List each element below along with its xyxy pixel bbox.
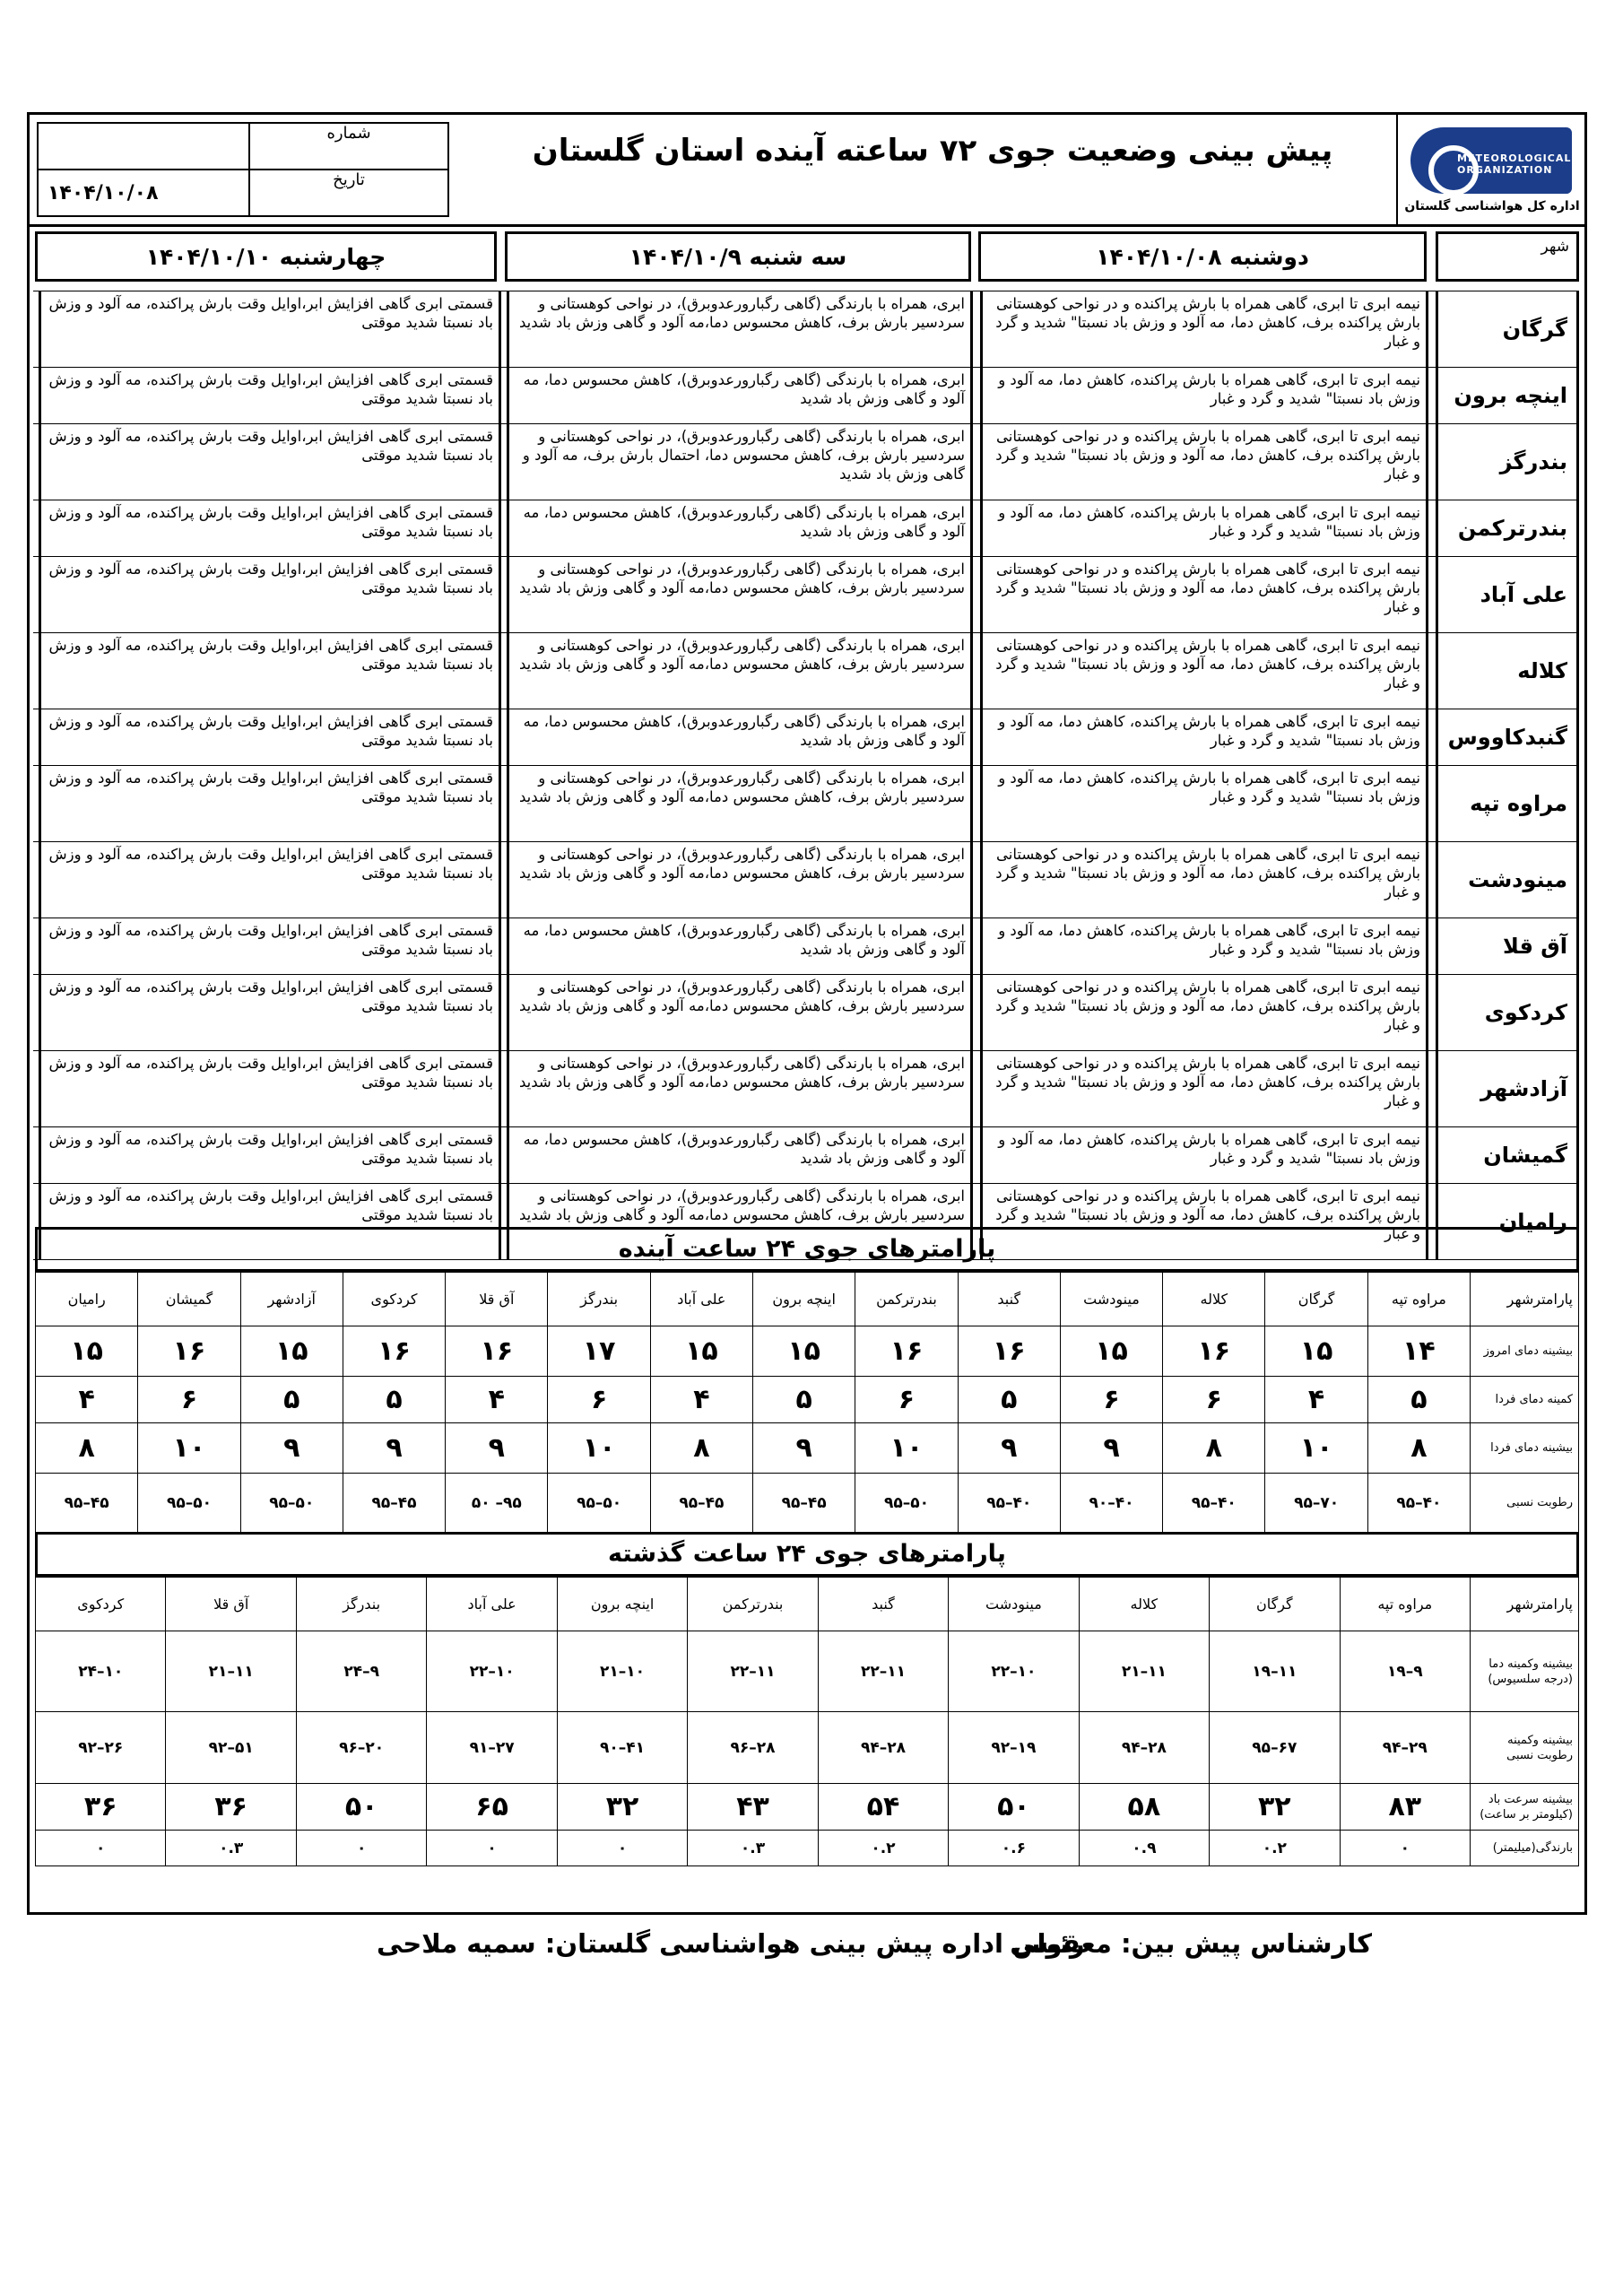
param-value: ۹۵– ۵۰ [446,1474,548,1533]
param-value: ۲۹–۹۴ [1340,1712,1470,1784]
city-header: بندرترکمن [855,1273,958,1326]
meteorology-logo-icon: METEOROLOGICAL ORGANIZATION [1410,127,1572,194]
param-value: ۶ [138,1377,240,1423]
param-value: ۱۱–۲۱ [166,1631,296,1712]
param-value: ۸۳ [1340,1784,1470,1831]
forecast-day1: نیمه ابری تا ابری، گاهی همراه با بارش پراکنده و در نواحی کوهستانی بارش پراکنده برف، کاهش دما، مه آلود و وزش باد نسبتا" شدید و گرد و غبار [980,557,1428,632]
param-row [36,1423,1579,1474]
param-value: ۰.۳ [688,1831,818,1866]
forecast-city: بندرترکمن [1436,500,1579,556]
param-value: ۶ [1060,1377,1162,1423]
forecast-day2: ابری، همراه با بارندگی (گاهی رگبارورعدوبرق)، کاهش محسوس دما، مه آلود و گاهی وزش باد شدید [507,500,973,556]
param-value: ۹–۱۹ [1340,1631,1470,1712]
param-value: ۰ [296,1831,426,1866]
forecaster-signature: کارشناس پیش بین: معقولی [1010,1928,1372,1959]
param-row [36,1474,1579,1533]
param-value: ۵ [958,1377,1060,1423]
param-value: ۳۶ [36,1784,166,1831]
corner-header: پارامترشهر [1471,1578,1579,1631]
forecast-day1: نیمه ابری تا ابری، گاهی همراه با بارش پراکنده و در نواحی کوهستانی بارش پراکنده برف، کاهش دما، مه آلود و وزش باد نسبتا" شدید و گرد و غبار [980,1184,1428,1259]
param-value: ۱۰ [548,1423,650,1474]
city-header: علی آباد [650,1273,752,1326]
city-header: گنبد [818,1578,948,1631]
forecast-day3: قسمتی ابری گاهی افزایش ابر،اوایل وقت بارش پراکنده، مه آلود و وزش باد نسبتا شدید موقتی [39,842,501,918]
param-value: ۱۶ [138,1326,240,1377]
date-value: ۱۴۰۴/۱۰/۰۸ [38,170,249,216]
forecast-day1: نیمه ابری تا ابری، گاهی همراه با بارش پراکنده و در نواحی کوهستانی بارش پراکنده برف، کاهش دما، مه آلود و وزش باد نسبتا" شدید و گرد و غبار [980,424,1428,500]
param-value: ۴۵–۹۵ [753,1474,855,1533]
city-header: کردکوی [343,1273,445,1326]
day1-header: دوشنبه ۱۴۰۴/۱۰/۰۸ [978,231,1427,282]
forecast-city: بندرگز [1436,424,1579,500]
param-value: ۵ [1367,1377,1470,1423]
forecast-day3: قسمتی ابری گاهی افزایش ابر،اوایل وقت بارش پراکنده، مه آلود و وزش باد نسبتا شدید موقتی [39,918,501,974]
param-value: ۴۵–۹۵ [36,1474,138,1533]
param-value: ۲۷–۹۱ [427,1712,557,1784]
forecast-day3: قسمتی ابری گاهی افزایش ابر،اوایل وقت بارش پراکنده، مه آلود و وزش باد نسبتا شدید موقتی [39,557,501,632]
forecast-day3: قسمتی ابری گاهی افزایش ابر،اوایل وقت بارش پراکنده، مه آلود و وزش باد نسبتا شدید موقتی [39,709,501,765]
param-value: ۰ [557,1831,687,1866]
param-label: بیشینه وکمینه دما (درجه سلسیوس) [1471,1631,1579,1712]
param-value: ۲۸–۹۴ [818,1712,948,1784]
forecast-day1: نیمه ابری تا ابری، گاهی همراه با بارش پراکنده و در نواحی کوهستانی بارش پراکنده برف، کاهش دما، مه آلود و وزش باد نسبتا" شدید و گرد و غبار [980,975,1428,1050]
forecast-row [33,367,1579,423]
forecast-day2: ابری، همراه با بارندگی (گاهی رگبارورعدوبرق)، در نواحی کوهستانی و سردسیر بارش برف، کاهش محسوس دما،مه آلود و گاهی وزش باد شدید [507,291,973,367]
param-label: بیشینه دمای امروز [1471,1326,1579,1377]
city-header: کلاله [1163,1273,1265,1326]
param-value: ۵۰ [296,1784,426,1831]
param-value: ۲۸–۹۶ [688,1712,818,1784]
forecast-day2: ابری، همراه با بارندگی (گاهی رگبارورعدوبرق)، در نواحی کوهستانی و سردسیر بارش برف، کاهش محسوس دما،مه آلود و گاهی وزش باد شدید [507,1184,973,1259]
forecast-day1: نیمه ابری تا ابری، گاهی همراه با بارش پراکنده و در نواحی کوهستانی بارش پراکنده برف، کاهش دما، مه آلود و وزش باد نسبتا" شدید و گرد و غبار [980,633,1428,709]
forecast-day3: قسمتی ابری گاهی افزایش ابر،اوایل وقت بارش پراکنده، مه آلود و وزش باد نسبتا شدید موقتی [39,500,501,556]
forecast-day2: ابری، همراه با بارندگی (گاهی رگبارورعدوبرق)، کاهش محسوس دما، مه آلود و گاهی وزش باد شدید [507,709,973,765]
city-header: گنبد [958,1273,1060,1326]
param-value: ۰ [427,1831,557,1866]
param-value: ۹ [1060,1423,1162,1474]
organization-name: اداره کل هواشناسی گلستان [1404,199,1580,213]
param-value: ۴۵–۹۵ [650,1474,752,1533]
forecast-day2: ابری، همراه با بارندگی (گاهی رگبارورعدوبرق)، در نواحی کوهستانی و سردسیر بارش برف، کاهش محسوس دما،مه آلود و گاهی وزش باد شدید [507,633,973,709]
forecast-row [33,423,1579,500]
param-value: ۱۰ [855,1423,958,1474]
city-header: اینچه برون [753,1273,855,1326]
forecast-day1: نیمه ابری تا ابری، گاهی همراه با بارش پراکنده و در نواحی کوهستانی بارش پراکنده برف، کاهش دما، مه آلود و وزش باد نسبتا" شدید و گرد و غبار [980,291,1428,367]
param-value: ۴۱–۹۰ [557,1712,687,1784]
param-value: ۱۱–۲۱ [1079,1631,1209,1712]
date-label: تاریخ [249,170,448,216]
next24-title: پارامترهای جوی ۲۴ ساعت آینده [35,1227,1579,1272]
forecast-city: کلاله [1436,633,1579,709]
city-header: آق قلا [446,1273,548,1326]
param-value: ۹ [446,1423,548,1474]
forecast-day1: نیمه ابری تا ابری، گاهی همراه با بارش پراکنده، کاهش دما، مه آلود و وزش باد نسبتا" شدید و گرد و غبار [980,500,1428,556]
city-header: رامیان [36,1273,138,1326]
city-header: مراوه تپه [1340,1578,1470,1631]
param-value: ۱۰ [1265,1423,1367,1474]
param-value: ۹–۲۴ [296,1631,426,1712]
city-header: کلاله [1079,1578,1209,1631]
param-value: ۰.۹ [1079,1831,1209,1866]
city-header: مراوه تپه [1367,1273,1470,1326]
param-row [36,1377,1579,1423]
forecast-row [33,556,1579,632]
next24-table [35,1272,1579,1533]
forecast-row [33,841,1579,918]
forecast-city: گرگان [1436,291,1579,367]
forecast-row [33,291,1579,367]
forecast-city: آق قلا [1436,918,1579,974]
forecast-row [33,1126,1579,1183]
forecast-day3: قسمتی ابری گاهی افزایش ابر،اوایل وقت بارش پراکنده، مه آلود و وزش باد نسبتا شدید موقتی [39,766,501,841]
page-title: پیش بینی وضعیت جوی ۷۲ ساعته آینده استان گلستان [532,133,1333,169]
param-row [36,1631,1579,1712]
param-value: ۰.۳ [166,1831,296,1866]
param-value: ۶ [1163,1377,1265,1423]
param-label: کمینه دمای فردا [1471,1377,1579,1423]
param-value: ۳۲ [1210,1784,1340,1831]
param-value: ۵ [240,1377,343,1423]
forecast-city: گمیشان [1436,1127,1579,1183]
forecast-day2: ابری، همراه با بارندگی (گاهی رگبارورعدوبرق)، در نواحی کوهستانی و سردسیر بارش برف، کاهش محسوس دما،مه آلود و گاهی وزش باد شدید [507,766,973,841]
param-value: ۱۱–۲۲ [688,1631,818,1712]
forecast-day3: قسمتی ابری گاهی افزایش ابر،اوایل وقت بارش پراکنده، مه آلود و وزش باد نسبتا شدید موقتی [39,975,501,1050]
forecast-day1: نیمه ابری تا ابری، گاهی همراه با بارش پراکنده، کاهش دما، مه آلود و وزش باد نسبتا" شدید و گرد و غبار [980,918,1428,974]
meta-box [37,122,449,217]
forecast-day2: ابری، همراه با بارندگی (گاهی رگبارورعدوبرق)، کاهش محسوس دما، مه آلود و گاهی وزش باد شدید [507,918,973,974]
forecast-day3: قسمتی ابری گاهی افزایش ابر،اوایل وقت بارش پراکنده، مه آلود و وزش باد نسبتا شدید موقتی [39,368,501,423]
forecast-row [33,500,1579,556]
param-value: ۱۰–۲۲ [427,1631,557,1712]
forecast-day1: نیمه ابری تا ابری، گاهی همراه با بارش پراکنده و در نواحی کوهستانی بارش پراکنده برف، کاهش دما، مه آلود و وزش باد نسبتا" شدید و گرد و غبار [980,1051,1428,1126]
forecast-day2: ابری، همراه با بارندگی (گاهی رگبارورعدوبرق)، کاهش محسوس دما، مه آلود و گاهی وزش باد شدید [507,368,973,423]
city-header: علی آباد [427,1578,557,1631]
param-value: ۲۶–۹۲ [36,1712,166,1784]
param-value: ۹ [343,1423,445,1474]
param-value: ۵۴ [818,1784,948,1831]
param-value: ۱۶ [1163,1326,1265,1377]
forecast-day3: قسمتی ابری گاهی افزایش ابر،اوایل وقت بارش پراکنده، مه آلود و وزش باد نسبتا شدید موقتی [39,291,501,367]
city-header: مینودشت [1060,1273,1162,1326]
param-value: ۱۰ [138,1423,240,1474]
number-label: شماره [249,123,448,170]
city-header: بندرگز [548,1273,650,1326]
forecast-day3: قسمتی ابری گاهی افزایش ابر،اوایل وقت بارش پراکنده، مه آلود و وزش باد نسبتا شدید موقتی [39,633,501,709]
city-header: کردکوی [36,1578,166,1631]
param-value: ۳۲ [557,1784,687,1831]
param-label: بیشینه سرعت باد (کیلومتر بر ساعت) [1471,1784,1579,1831]
forecast-row [33,1050,1579,1126]
param-label: بیشینه وکمینه رطوبت نسبی [1471,1712,1579,1784]
city-header: گمیشان [138,1273,240,1326]
param-value: ۸ [650,1423,752,1474]
param-value: ۹ [240,1423,343,1474]
day3-header: چهارشنبه ۱۴۰۴/۱۰/۱۰ [35,231,497,282]
param-value: ۴ [36,1377,138,1423]
param-value: ۸ [1367,1423,1470,1474]
param-value: ۰.۶ [949,1831,1079,1866]
forecast-city: مینودشت [1436,842,1579,918]
param-value: ۴۰–۹۵ [1163,1474,1265,1533]
organization-logo [1396,115,1584,224]
forecast-day1: نیمه ابری تا ابری، گاهی همراه با بارش پراکنده و در نواحی کوهستانی بارش پراکنده برف، کاهش دما، مه آلود و وزش باد نسبتا" شدید و گرد و غبار [980,842,1428,918]
param-value: ۱۰–۲۴ [36,1631,166,1712]
param-value: ۱۹–۹۲ [949,1712,1079,1784]
param-label: رطوبت نسبی [1471,1474,1579,1533]
city-column-header: شهر [1436,231,1579,282]
param-value: ۰.۲ [1210,1831,1340,1866]
forecast-city: گنبدکاووس [1436,709,1579,765]
forecast-day1: نیمه ابری تا ابری، گاهی همراه با بارش پراکنده، کاهش دما، مه آلود و وزش باد نسبتا" شدید و گرد و غبار [980,766,1428,841]
forecast-day3: قسمتی ابری گاهی افزایش ابر،اوایل وقت بارش پراکنده، مه آلود و وزش باد نسبتا شدید موقتی [39,1051,501,1126]
forecast-city: علی آباد [1436,557,1579,632]
param-value: ۴۰–۹۵ [958,1474,1060,1533]
forecast-day2: ابری، همراه با بارندگی (گاهی رگبارورعدوبرق)، در نواحی کوهستانی و سردسیر بارش برف، کاهش محسوس دما،مه آلود و گاهی وزش باد شدید [507,842,973,918]
param-row [36,1831,1579,1866]
param-value: ۹ [958,1423,1060,1474]
forecast-day2: ابری، همراه با بارندگی (گاهی رگبارورعدوبرق)، در نواحی کوهستانی و سردسیر بارش برف، کاهش محسوس دما، احتمال بارش برف، مه آلود و گاهی وزش باد شدید [507,424,973,500]
forecast-row [33,974,1579,1050]
param-value: ۵ [343,1377,445,1423]
param-value: ۱۵ [1265,1326,1367,1377]
city-header: گرگان [1265,1273,1367,1326]
param-row [36,1784,1579,1831]
head-signature: رئیس اداره پیش بینی هواشناسی گلستان: سمیه ملاحی [377,1928,1085,1959]
forecast-day2: ابری، همراه با بارندگی (گاهی رگبارورعدوبرق)، در نواحی کوهستانی و سردسیر بارش برف، کاهش محسوس دما،مه آلود و گاهی وزش باد شدید [507,1051,973,1126]
param-value: ۱۱–۲۲ [818,1631,948,1712]
param-value: ۴ [446,1377,548,1423]
param-value: ۷۰–۹۵ [1265,1474,1367,1533]
forecast-day1: نیمه ابری تا ابری، گاهی همراه با بارش پراکنده، کاهش دما، مه آلود و وزش باد نسبتا" شدید و گرد و غبار [980,1127,1428,1183]
forecast-day3: قسمتی ابری گاهی افزایش ابر،اوایل وقت بارش پراکنده، مه آلود و وزش باد نسبتا شدید موقتی [39,424,501,500]
param-row [36,1712,1579,1784]
param-value: ۶ [855,1377,958,1423]
city-header: اینچه برون [557,1578,687,1631]
param-value: ۱۵ [240,1326,343,1377]
city-header: آزادشهر [240,1273,343,1326]
header [30,115,1584,227]
param-value: ۱۶ [343,1326,445,1377]
param-value: ۱۰–۲۱ [557,1631,687,1712]
forecast-row [33,918,1579,974]
param-value: ۶۵ [427,1784,557,1831]
param-label: بیشینه دمای فردا [1471,1423,1579,1474]
forecast-day2: ابری، همراه با بارندگی (گاهی رگبارورعدوبرق)، در نواحی کوهستانی و سردسیر بارش برف، کاهش محسوس دما،مه آلود و گاهی وزش باد شدید [507,975,973,1050]
param-value: ۴۰–۹۵ [1367,1474,1470,1533]
param-value: ۵ [753,1377,855,1423]
param-value: ۲۰–۹۶ [296,1712,426,1784]
param-value: ۱۴ [1367,1326,1470,1377]
forecast-row [33,765,1579,841]
forecast-row [33,709,1579,765]
param-value: ۱۰–۲۲ [949,1631,1079,1712]
forecast-day2: ابری، همراه با بارندگی (گاهی رگبارورعدوبرق)، کاهش محسوس دما، مه آلود و گاهی وزش باد شدید [507,1127,973,1183]
forecast-city: کردکوی [1436,975,1579,1050]
forecast-day3: قسمتی ابری گاهی افزایش ابر،اوایل وقت بارش پراکنده، مه آلود و وزش باد نسبتا شدید موقتی [39,1184,501,1259]
forecast-day1: نیمه ابری تا ابری، گاهی همراه با بارش پراکنده، کاهش دما، مه آلود و وزش باد نسبتا" شدید و گرد و غبار [980,368,1428,423]
param-value: ۱۱–۱۹ [1210,1631,1340,1712]
past24-title: پارامترهای جوی ۲۴ ساعت گذشته [35,1532,1579,1577]
param-value: ۵۱–۹۲ [166,1712,296,1784]
city-header: گرگان [1210,1578,1340,1631]
param-value: ۴ [650,1377,752,1423]
corner-header: پارامترشهر [1471,1273,1579,1326]
forecast-city: آزادشهر [1436,1051,1579,1126]
param-value: ۰.۲ [818,1831,948,1866]
param-value: ۵۰–۹۵ [855,1474,958,1533]
param-value: ۵۸ [1079,1784,1209,1831]
forecast-day3: قسمتی ابری گاهی افزایش ابر،اوایل وقت بارش پراکنده، مه آلود و وزش باد نسبتا شدید موقتی [39,1127,501,1183]
param-row [36,1326,1579,1377]
param-value: ۱۶ [958,1326,1060,1377]
city-header: آق قلا [166,1578,296,1631]
param-value: ۶ [548,1377,650,1423]
param-value: ۶۷–۹۵ [1210,1712,1340,1784]
forecast-city: اینچه برون [1436,368,1579,423]
param-value: ۰ [1340,1831,1470,1866]
param-value: ۱۵ [1060,1326,1162,1377]
param-value: ۲۸–۹۴ [1079,1712,1209,1784]
day2-header: سه شنبه ۱۴۰۴/۱۰/۹ [505,231,971,282]
forecast-grid [33,291,1579,1260]
param-label: بارندگی(میلیمتر) [1471,1831,1579,1866]
param-value: ۴۳ [688,1784,818,1831]
forecast-city: رامیان [1436,1184,1579,1259]
param-value: ۱۵ [650,1326,752,1377]
forecast-sheet [27,112,1587,1915]
param-value: ۵۰–۹۵ [548,1474,650,1533]
param-value: ۸ [1163,1423,1265,1474]
param-value: ۱۵ [36,1326,138,1377]
param-value: ۴۵–۹۵ [343,1474,445,1533]
number-value [38,123,249,170]
city-header: بندرگز [296,1578,426,1631]
param-value: ۴۰–۹۰ [1060,1474,1162,1533]
param-value: ۱۶ [855,1326,958,1377]
param-value: ۱۵ [753,1326,855,1377]
past24-table [35,1577,1579,1866]
forecast-city: مراوه تپه [1436,766,1579,841]
param-value: ۵۰–۹۵ [138,1474,240,1533]
param-value: ۴ [1265,1377,1367,1423]
param-value: ۳۶ [166,1784,296,1831]
city-header: بندرترکمن [688,1578,818,1631]
city-header: مینودشت [949,1578,1079,1631]
forecast-day2: ابری، همراه با بارندگی (گاهی رگبارورعدوبرق)، در نواحی کوهستانی و سردسیر بارش برف، کاهش محسوس دما،مه آلود و گاهی وزش باد شدید [507,557,973,632]
param-value: ۵۰ [949,1784,1079,1831]
param-value: ۸ [36,1423,138,1474]
forecast-day1: نیمه ابری تا ابری، گاهی همراه با بارش پراکنده، کاهش دما، مه آلود و وزش باد نسبتا" شدید و گرد و غبار [980,709,1428,765]
forecast-row [33,632,1579,709]
param-value: ۱۷ [548,1326,650,1377]
param-value: ۰ [36,1831,166,1866]
param-value: ۹ [753,1423,855,1474]
param-value: ۵۰–۹۵ [240,1474,343,1533]
param-value: ۱۶ [446,1326,548,1377]
